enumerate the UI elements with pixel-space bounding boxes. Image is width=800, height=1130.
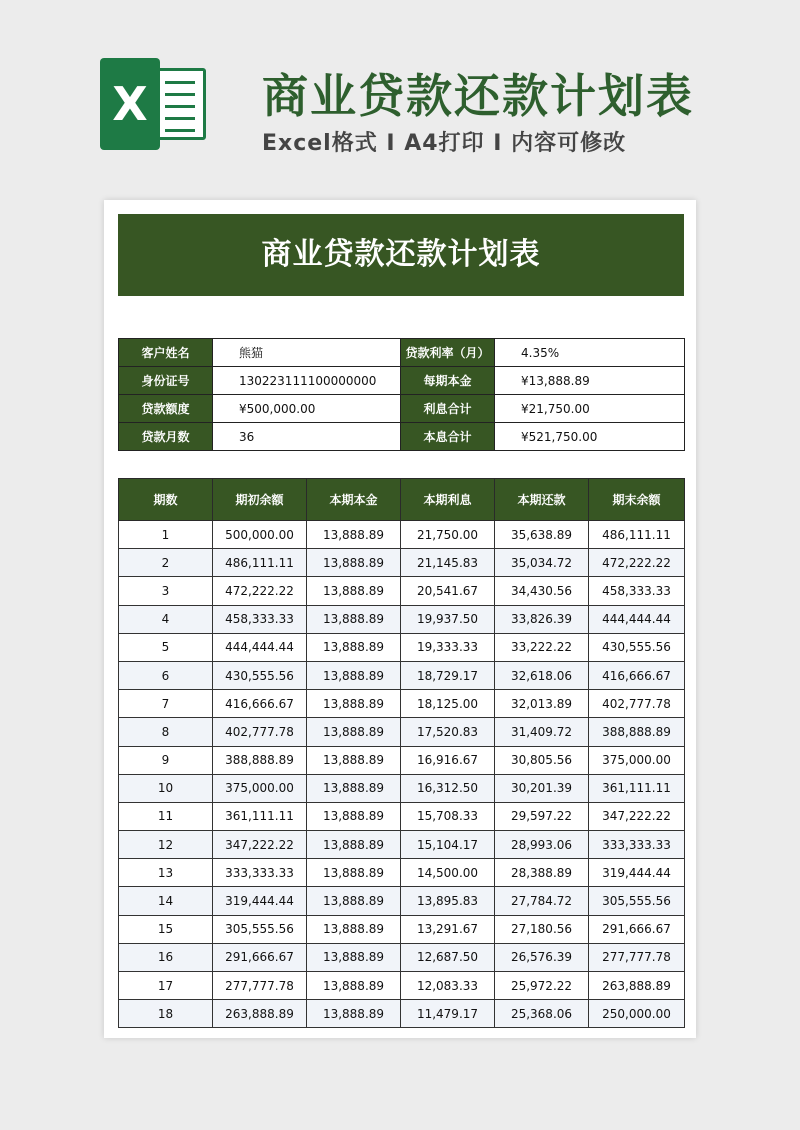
- info-value: 4.35%: [495, 339, 685, 367]
- info-label: 本息合计: [401, 423, 495, 451]
- table-cell: 17: [119, 972, 213, 1000]
- table-cell: 333,333.33: [589, 831, 685, 859]
- table-cell: 388,888.89: [213, 746, 307, 774]
- table-cell: 19,333.33: [401, 633, 495, 661]
- table-cell: 13,888.89: [307, 633, 401, 661]
- table-cell: 27,784.72: [495, 887, 589, 915]
- table-cell: 361,111.11: [213, 802, 307, 830]
- table-cell: 458,333.33: [589, 577, 685, 605]
- table-cell: 305,555.56: [213, 915, 307, 943]
- table-cell: 416,666.67: [589, 661, 685, 689]
- table-cell: 263,888.89: [589, 972, 685, 1000]
- table-cell: 13,888.89: [307, 972, 401, 1000]
- table-cell: 500,000.00: [213, 521, 307, 549]
- table-cell: 13,888.89: [307, 943, 401, 971]
- table-cell: 388,888.89: [589, 718, 685, 746]
- table-cell: 347,222.22: [589, 802, 685, 830]
- table-cell: 361,111.11: [589, 774, 685, 802]
- info-value: ¥21,750.00: [495, 395, 685, 423]
- table-cell: 11: [119, 802, 213, 830]
- table-cell: 4: [119, 605, 213, 633]
- table-cell: 20,541.67: [401, 577, 495, 605]
- table-cell: 13,888.89: [307, 859, 401, 887]
- table-cell: 15,708.33: [401, 802, 495, 830]
- table-row: [119, 690, 685, 718]
- table-cell: 12,083.33: [401, 972, 495, 1000]
- table-row: [119, 661, 685, 689]
- table-cell: 18,125.00: [401, 690, 495, 718]
- table-cell: 375,000.00: [213, 774, 307, 802]
- table-cell: 430,555.56: [213, 661, 307, 689]
- table-cell: 10: [119, 774, 213, 802]
- table-cell: 13: [119, 859, 213, 887]
- table-cell: 19,937.50: [401, 605, 495, 633]
- table-cell: 12: [119, 831, 213, 859]
- table-row: [119, 521, 685, 549]
- table-cell: 16,916.67: [401, 746, 495, 774]
- excel-x-badge: X: [100, 58, 160, 150]
- info-value: ¥521,750.00: [495, 423, 685, 451]
- table-row: [119, 915, 685, 943]
- table-cell: 291,666.67: [589, 915, 685, 943]
- table-cell: 472,222.22: [589, 549, 685, 577]
- table-cell: 444,444.44: [589, 605, 685, 633]
- banner: [0, 0, 800, 190]
- info-label: 贷款额度: [119, 395, 213, 423]
- table-cell: 33,826.39: [495, 605, 589, 633]
- table-cell: 402,777.78: [589, 690, 685, 718]
- table-cell: 13,888.89: [307, 605, 401, 633]
- info-label: 利息合计: [401, 395, 495, 423]
- table-cell: 16,312.50: [401, 774, 495, 802]
- info-label: 客户姓名: [119, 339, 213, 367]
- info-value: 130223111100000000: [213, 367, 401, 395]
- table-cell: 430,555.56: [589, 633, 685, 661]
- table-cell: 17,520.83: [401, 718, 495, 746]
- column-header: 期数: [119, 479, 213, 521]
- table-cell: 31,409.72: [495, 718, 589, 746]
- table-cell: 15,104.17: [401, 831, 495, 859]
- info-label: 贷款利率（月）: [401, 339, 495, 367]
- table-cell: 9: [119, 746, 213, 774]
- info-row: [119, 339, 685, 367]
- table-cell: 14,500.00: [401, 859, 495, 887]
- table-cell: 13,888.89: [307, 549, 401, 577]
- table-cell: 15: [119, 915, 213, 943]
- excel-logo-icon: [100, 58, 208, 150]
- info-label: 贷款月数: [119, 423, 213, 451]
- table-row: [119, 549, 685, 577]
- table-cell: 25,368.06: [495, 1000, 589, 1028]
- table-cell: 30,805.56: [495, 746, 589, 774]
- table-cell: 18: [119, 1000, 213, 1028]
- table-cell: 2: [119, 549, 213, 577]
- info-label: 身份证号: [119, 367, 213, 395]
- table-cell: 32,013.89: [495, 690, 589, 718]
- info-value: 熊猫: [213, 339, 401, 367]
- document-title: 商业贷款还款计划表: [118, 214, 684, 296]
- column-header: 本期利息: [401, 479, 495, 521]
- table-cell: 13,888.89: [307, 887, 401, 915]
- table-cell: 3: [119, 577, 213, 605]
- table-row: [119, 943, 685, 971]
- table-cell: 263,888.89: [213, 1000, 307, 1028]
- info-row: [119, 423, 685, 451]
- table-cell: 472,222.22: [213, 577, 307, 605]
- table-cell: 5: [119, 633, 213, 661]
- table-cell: 34,430.56: [495, 577, 589, 605]
- table-cell: 13,888.89: [307, 1000, 401, 1028]
- table-cell: 13,888.89: [307, 521, 401, 549]
- table-cell: 7: [119, 690, 213, 718]
- table-cell: 26,576.39: [495, 943, 589, 971]
- column-header: 本期本金: [307, 479, 401, 521]
- table-cell: 13,888.89: [307, 577, 401, 605]
- banner-title: 商业贷款还款计划表: [262, 69, 694, 123]
- table-cell: 18,729.17: [401, 661, 495, 689]
- table-cell: 32,618.06: [495, 661, 589, 689]
- table-cell: 6: [119, 661, 213, 689]
- customer-info-table: [118, 338, 685, 451]
- table-cell: 277,777.78: [213, 972, 307, 1000]
- table-cell: 8: [119, 718, 213, 746]
- table-cell: 13,888.89: [307, 661, 401, 689]
- banner-subtitle: Excel格式 Ⅰ A4打印 Ⅰ 内容可修改: [262, 131, 627, 156]
- table-cell: 277,777.78: [589, 943, 685, 971]
- table-cell: 28,993.06: [495, 831, 589, 859]
- table-cell: 21,750.00: [401, 521, 495, 549]
- table-cell: 16: [119, 943, 213, 971]
- repayment-schedule-table: [118, 478, 685, 1028]
- table-cell: 486,111.11: [589, 521, 685, 549]
- document-page: [104, 200, 696, 1038]
- table-cell: 29,597.22: [495, 802, 589, 830]
- table-cell: 13,888.89: [307, 915, 401, 943]
- table-cell: 25,972.22: [495, 972, 589, 1000]
- table-cell: 291,666.67: [213, 943, 307, 971]
- table-row: [119, 577, 685, 605]
- table-row: [119, 859, 685, 887]
- schedule-header-row: [119, 479, 685, 521]
- table-cell: 319,444.44: [213, 887, 307, 915]
- table-row: [119, 831, 685, 859]
- column-header: 期初余额: [213, 479, 307, 521]
- table-cell: 11,479.17: [401, 1000, 495, 1028]
- table-cell: 13,895.83: [401, 887, 495, 915]
- table-cell: 13,888.89: [307, 774, 401, 802]
- info-value: 36: [213, 423, 401, 451]
- table-cell: 33,222.22: [495, 633, 589, 661]
- table-cell: 375,000.00: [589, 746, 685, 774]
- table-cell: 13,291.67: [401, 915, 495, 943]
- table-cell: 13,888.89: [307, 746, 401, 774]
- table-cell: 13,888.89: [307, 690, 401, 718]
- table-cell: 13,888.89: [307, 718, 401, 746]
- table-row: [119, 1000, 685, 1028]
- table-cell: 402,777.78: [213, 718, 307, 746]
- table-row: [119, 718, 685, 746]
- table-cell: 14: [119, 887, 213, 915]
- table-cell: 35,034.72: [495, 549, 589, 577]
- table-cell: 13,888.89: [307, 802, 401, 830]
- table-row: [119, 605, 685, 633]
- table-cell: 21,145.83: [401, 549, 495, 577]
- table-cell: 13,888.89: [307, 831, 401, 859]
- table-cell: 444,444.44: [213, 633, 307, 661]
- table-row: [119, 887, 685, 915]
- info-row: [119, 367, 685, 395]
- table-cell: 486,111.11: [213, 549, 307, 577]
- table-row: [119, 746, 685, 774]
- table-cell: 250,000.00: [589, 1000, 685, 1028]
- table-cell: 12,687.50: [401, 943, 495, 971]
- table-cell: 30,201.39: [495, 774, 589, 802]
- table-cell: 35,638.89: [495, 521, 589, 549]
- table-cell: 333,333.33: [213, 859, 307, 887]
- table-cell: 458,333.33: [213, 605, 307, 633]
- table-cell: 1: [119, 521, 213, 549]
- column-header: 期末余额: [589, 479, 685, 521]
- info-value: ¥500,000.00: [213, 395, 401, 423]
- column-header: 本期还款: [495, 479, 589, 521]
- table-cell: 416,666.67: [213, 690, 307, 718]
- table-cell: 347,222.22: [213, 831, 307, 859]
- info-label: 每期本金: [401, 367, 495, 395]
- table-cell: 27,180.56: [495, 915, 589, 943]
- table-row: [119, 633, 685, 661]
- info-value: ¥13,888.89: [495, 367, 685, 395]
- table-cell: 28,388.89: [495, 859, 589, 887]
- info-row: [119, 395, 685, 423]
- table-row: [119, 774, 685, 802]
- table-cell: 305,555.56: [589, 887, 685, 915]
- table-row: [119, 802, 685, 830]
- table-row: [119, 972, 685, 1000]
- table-cell: 319,444.44: [589, 859, 685, 887]
